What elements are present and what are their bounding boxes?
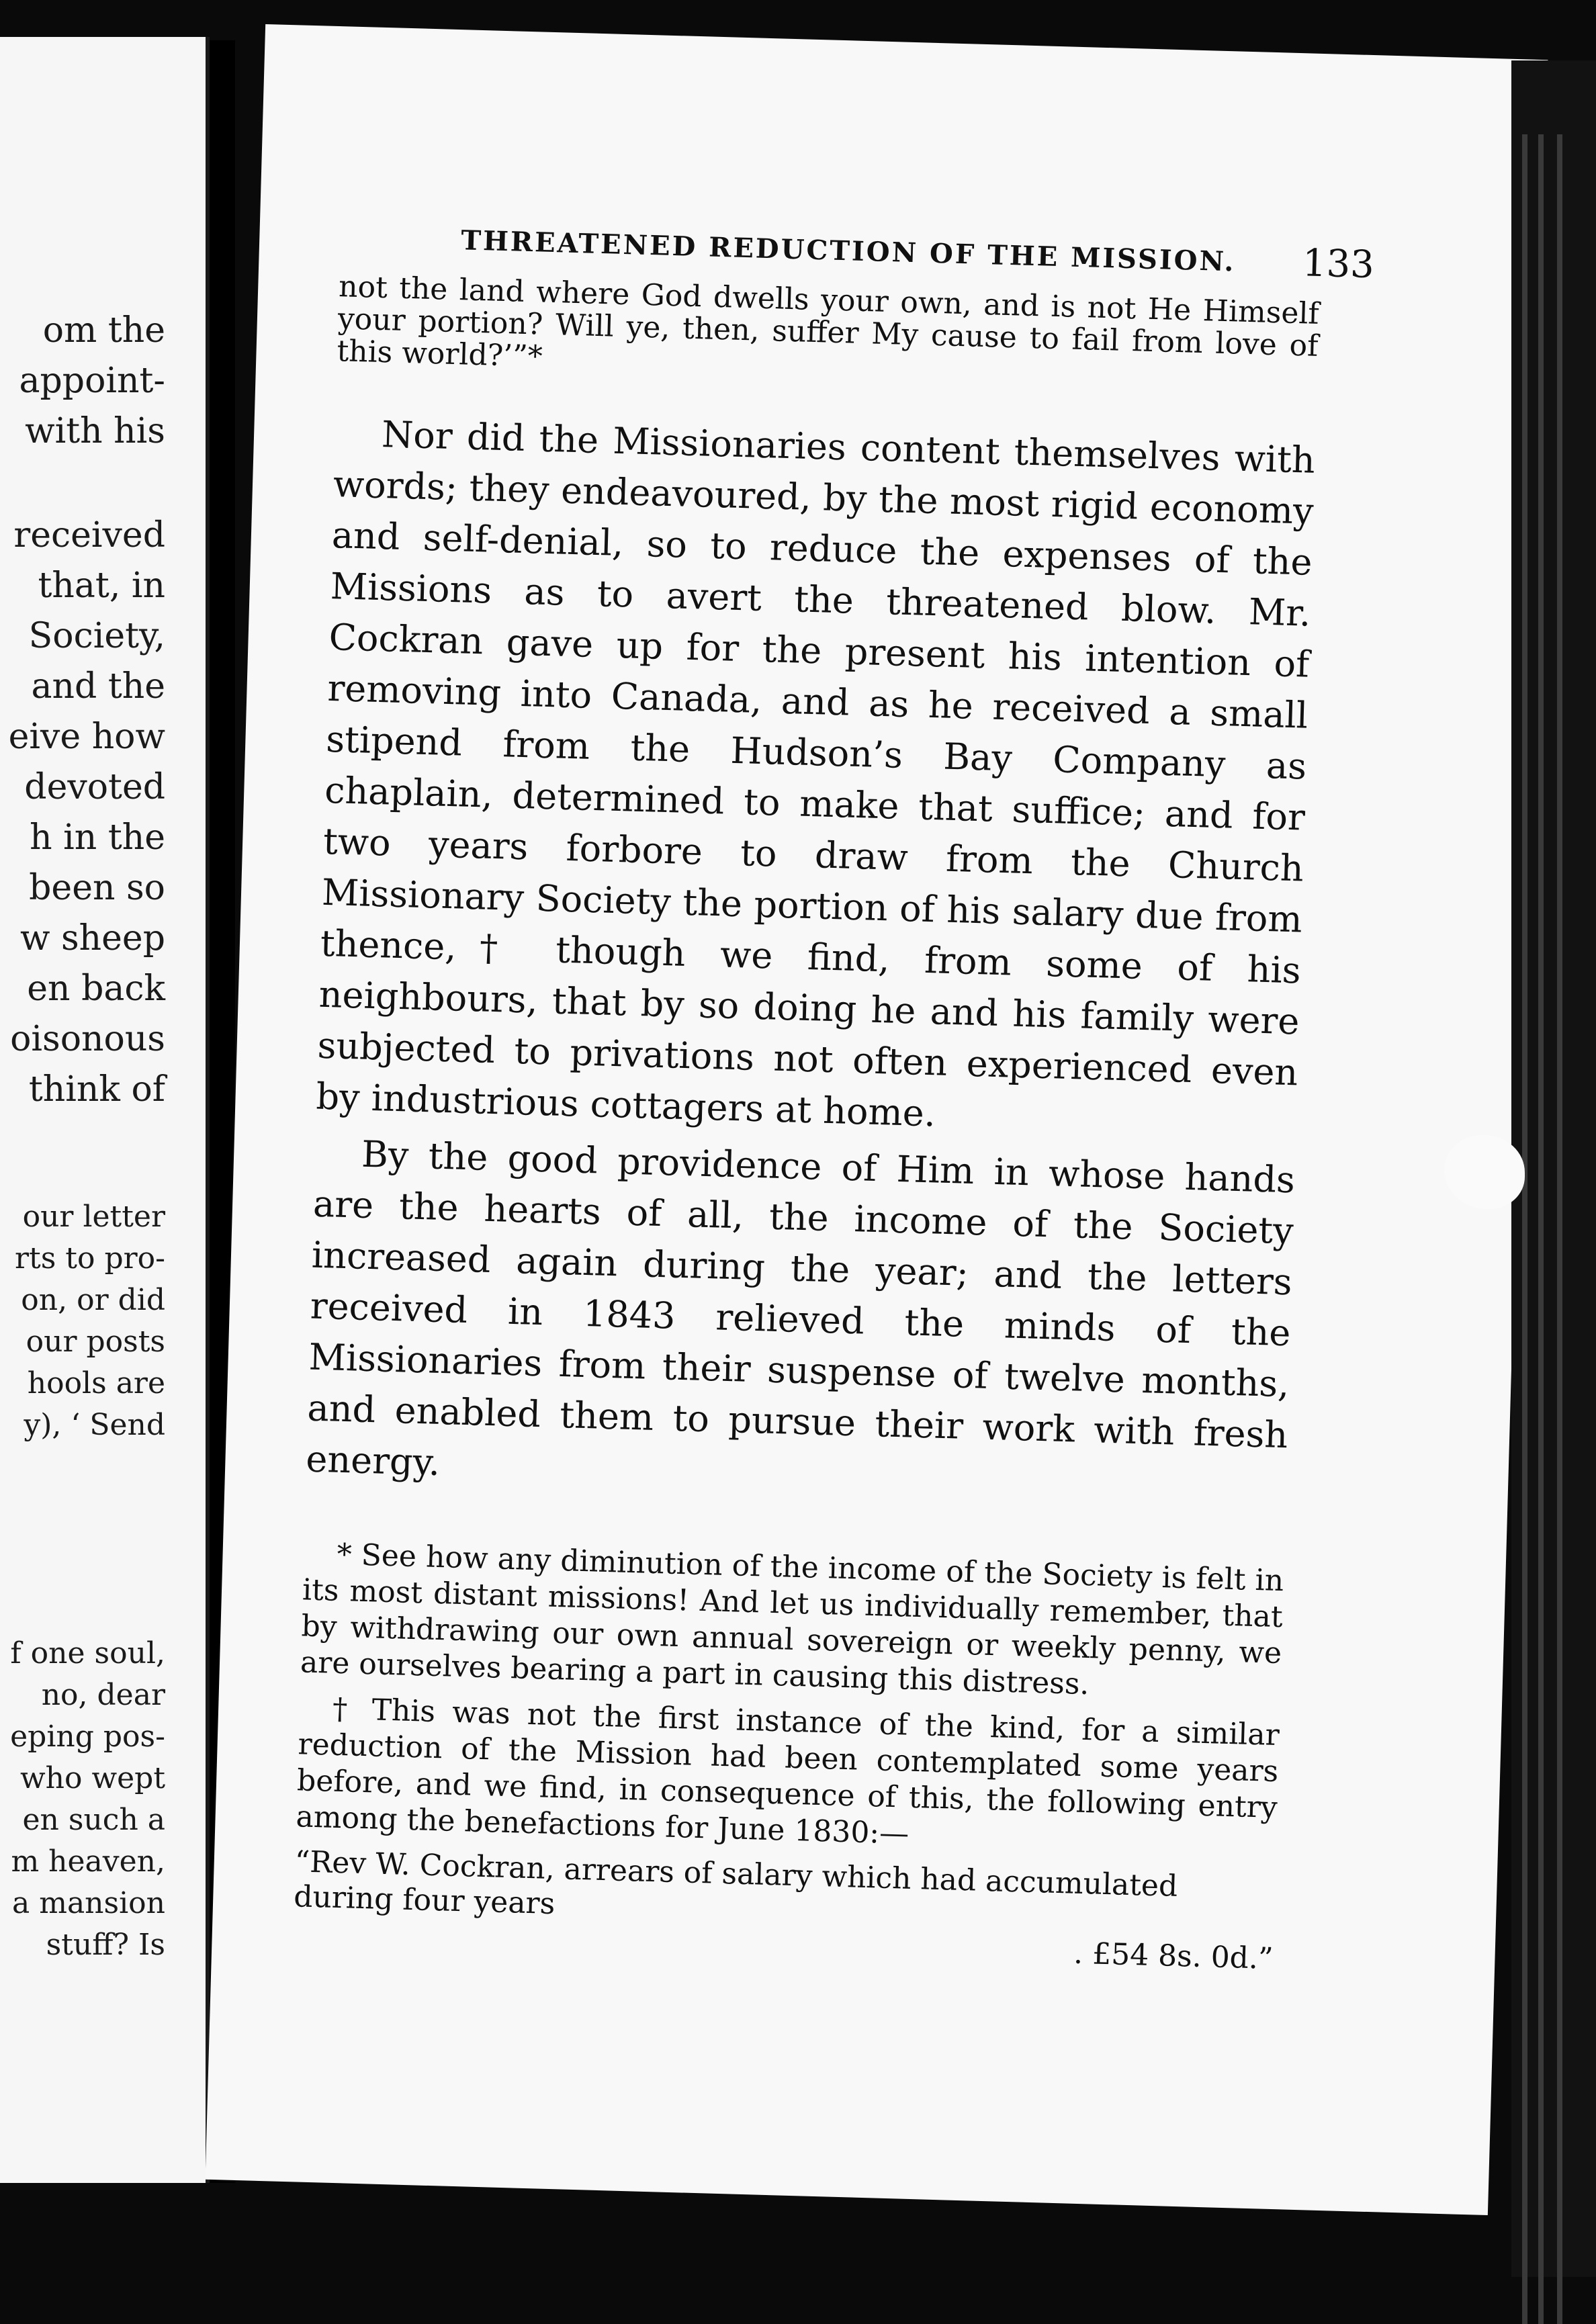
footnotes <box>292 1535 1284 1977</box>
running-head-title: THREATENED REDUCTION OF THE MISSION. <box>460 224 1237 278</box>
page-content <box>292 221 1375 1977</box>
left-page-line: f one soul, <box>10 1636 165 1670</box>
left-page-line: received <box>13 515 165 555</box>
body-paragraph-1: Nor did the Missionaries content themselves with words; they endeavoured, by the most rigid economy and self-denial, so to reduce the expenses of the Missions as to avert the threatened blow. Mr. Cockran gave up for the present his intention of removing into Canada, and as he received a small stipend from the Hudson’s Bay Company as chaplain, determined to make that suffice; and for two years forbore to draw from the Church Missionary Society the portion of his salary due from thence,† though we find, from some of his neighbours, that by so doing he and his family were subjected to privations not often experienced even by industrious cottagers at home. <box>315 413 1316 1135</box>
left-page-line: en such a <box>22 1803 165 1837</box>
left-page-line: and the <box>31 666 165 707</box>
footnote-asterisk: * See how any diminution of the income of the Society is felt in its most distant missions! And let us individually remember, that by withdrawing our own annual sovereign or weekly penny, we are ourselves bearing a part in causing this distress. <box>300 1537 1284 1702</box>
page-edge-line <box>1522 134 1527 2324</box>
quotation-continuation: not the land where God dwells your own, and is not He Himself your portion? Will ye, then, suffer My cause to fail from love of this world?’”* <box>336 269 1320 374</box>
body-paragraph-2: By the good providence of Him in whose hands are the hearts of all, the income of the Society increased again during the year; and the letters received in 1843 relieved the minds of the Missionaries from their suspense of twelve months, and enabled them to pursue their work with fresh energy. <box>305 1132 1296 1484</box>
left-page-line: on, or did <box>21 1283 165 1317</box>
left-page-line: been so <box>29 868 165 908</box>
left-page-line: think of <box>28 1069 165 1110</box>
left-page-line: a mansion <box>12 1886 165 1920</box>
left-page-line: no, dear <box>41 1678 165 1712</box>
page-edge-line <box>1538 134 1544 2324</box>
left-page-line: who wept <box>19 1761 165 1795</box>
left-page-line: h in the <box>30 817 165 858</box>
left-page-line: that, in <box>38 566 165 606</box>
left-page-line: en back <box>27 969 165 1009</box>
page-number: 133 <box>1302 241 1375 287</box>
left-page-line: w sheep <box>19 918 165 958</box>
left-page-line: om the <box>42 310 165 351</box>
left-page-line: stuff? Is <box>46 1928 165 1962</box>
footnote-dagger: † This was not the first instance of the kind, for a similar reduction of the Mission had been contemplated some years before, and we find, in consequence of this, the following entry among the benefactions for June 1830:— <box>295 1691 1280 1851</box>
benefaction-entry <box>292 1844 1276 1977</box>
left-facing-page <box>0 37 210 2183</box>
benefaction-entry-amount: . £54 8s. 0d.” <box>1073 1936 1274 1976</box>
left-page-line: y), ‘ Send <box>24 1408 165 1442</box>
left-page-line: m heaven, <box>11 1844 165 1879</box>
left-page-line: hools are <box>27 1366 165 1400</box>
left-page-line: appoint- <box>19 361 165 401</box>
left-page-line: rts to pro- <box>15 1241 165 1276</box>
left-page-line: oisonous <box>10 1019 165 1059</box>
benefaction-entry-text: “Rev W. Cockran, arrears of salary which had accumulated during four years <box>293 1844 1178 1922</box>
left-page-line: Society, <box>28 616 165 656</box>
left-page-line: with his <box>25 411 165 451</box>
left-page-line: eive how <box>8 717 165 757</box>
book-page <box>206 24 1548 2215</box>
left-page-line: our posts <box>26 1325 165 1359</box>
left-page-line: our letter <box>22 1200 165 1234</box>
left-page-line: eping pos- <box>10 1719 165 1754</box>
page-edge-line <box>1557 134 1562 2324</box>
left-page-line: devoted <box>24 767 165 807</box>
